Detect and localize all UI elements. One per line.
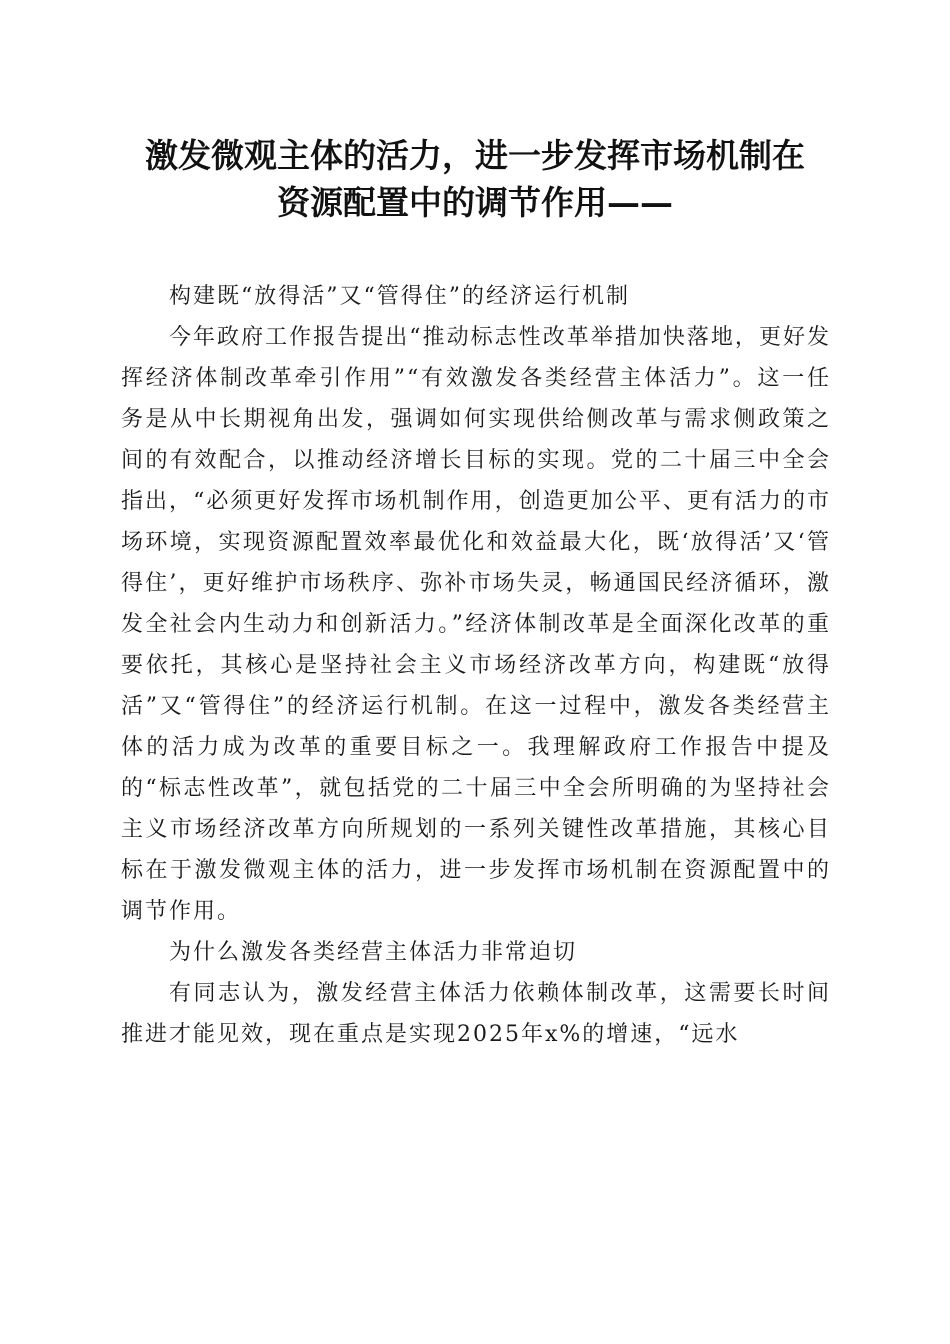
body-paragraph: 有同志认为，激发经营主体活力依赖体制改革，这需要长时间推进才能见效，现在重点是实现2025年x%的增速，“远水 bbox=[121, 981, 831, 1047]
body-paragraph: 今年政府工作报告提出“推动标志性改革举措加快落地，更好发挥经济体制改革牵引作用”“有效激发各类经营主体活力”。这一任务是从中长期视角出发，强调如何实现供给侧改革与需求侧政策之间的有效配合，以推动经济增长目标的实现。党的二十届三中全会指出，“必须更好发挥市场机制作用，创造更加公平、更有活力的市场环境，实现资源配置效率最优化和效益最大化，既‘放得活’又‘管得住’，更好维护市场秩序、弥补市场失灵，畅通国民经济循环，激发全社会内生动力和创新活力。”经济体制改革是全面深化改革的重要依托，其核心是坚持社会主义市场经济改革方向，构建既“放得活”又“管得住”的经济运行机制。在这一过程中，激发各类经营主体的活力成为改革的重要目标之一。我理解政府工作报告中提及的“标志性改革”，就包括党的二十届三中全会所明确的为坚持社会主义市场经济改革方向所规划的一系列关键性改革措施，其核心目标在于激发微观主体的活力，进一步发挥市场机制在资源配置中的调节作用。 bbox=[121, 325, 831, 924]
document-title bbox=[100, 132, 850, 226]
section-heading: 为什么激发各类经营主体活力非常迫切 bbox=[169, 940, 578, 965]
section-heading: 构建既“放得活”又“管得住”的经济运行机制 bbox=[169, 284, 630, 309]
document-body bbox=[121, 276, 831, 1055]
title-line-1: 激发微观主体的活力，进一步发挥市场机制在 bbox=[145, 136, 805, 175]
title-line-2: 资源配置中的调节作用—— bbox=[277, 183, 673, 222]
